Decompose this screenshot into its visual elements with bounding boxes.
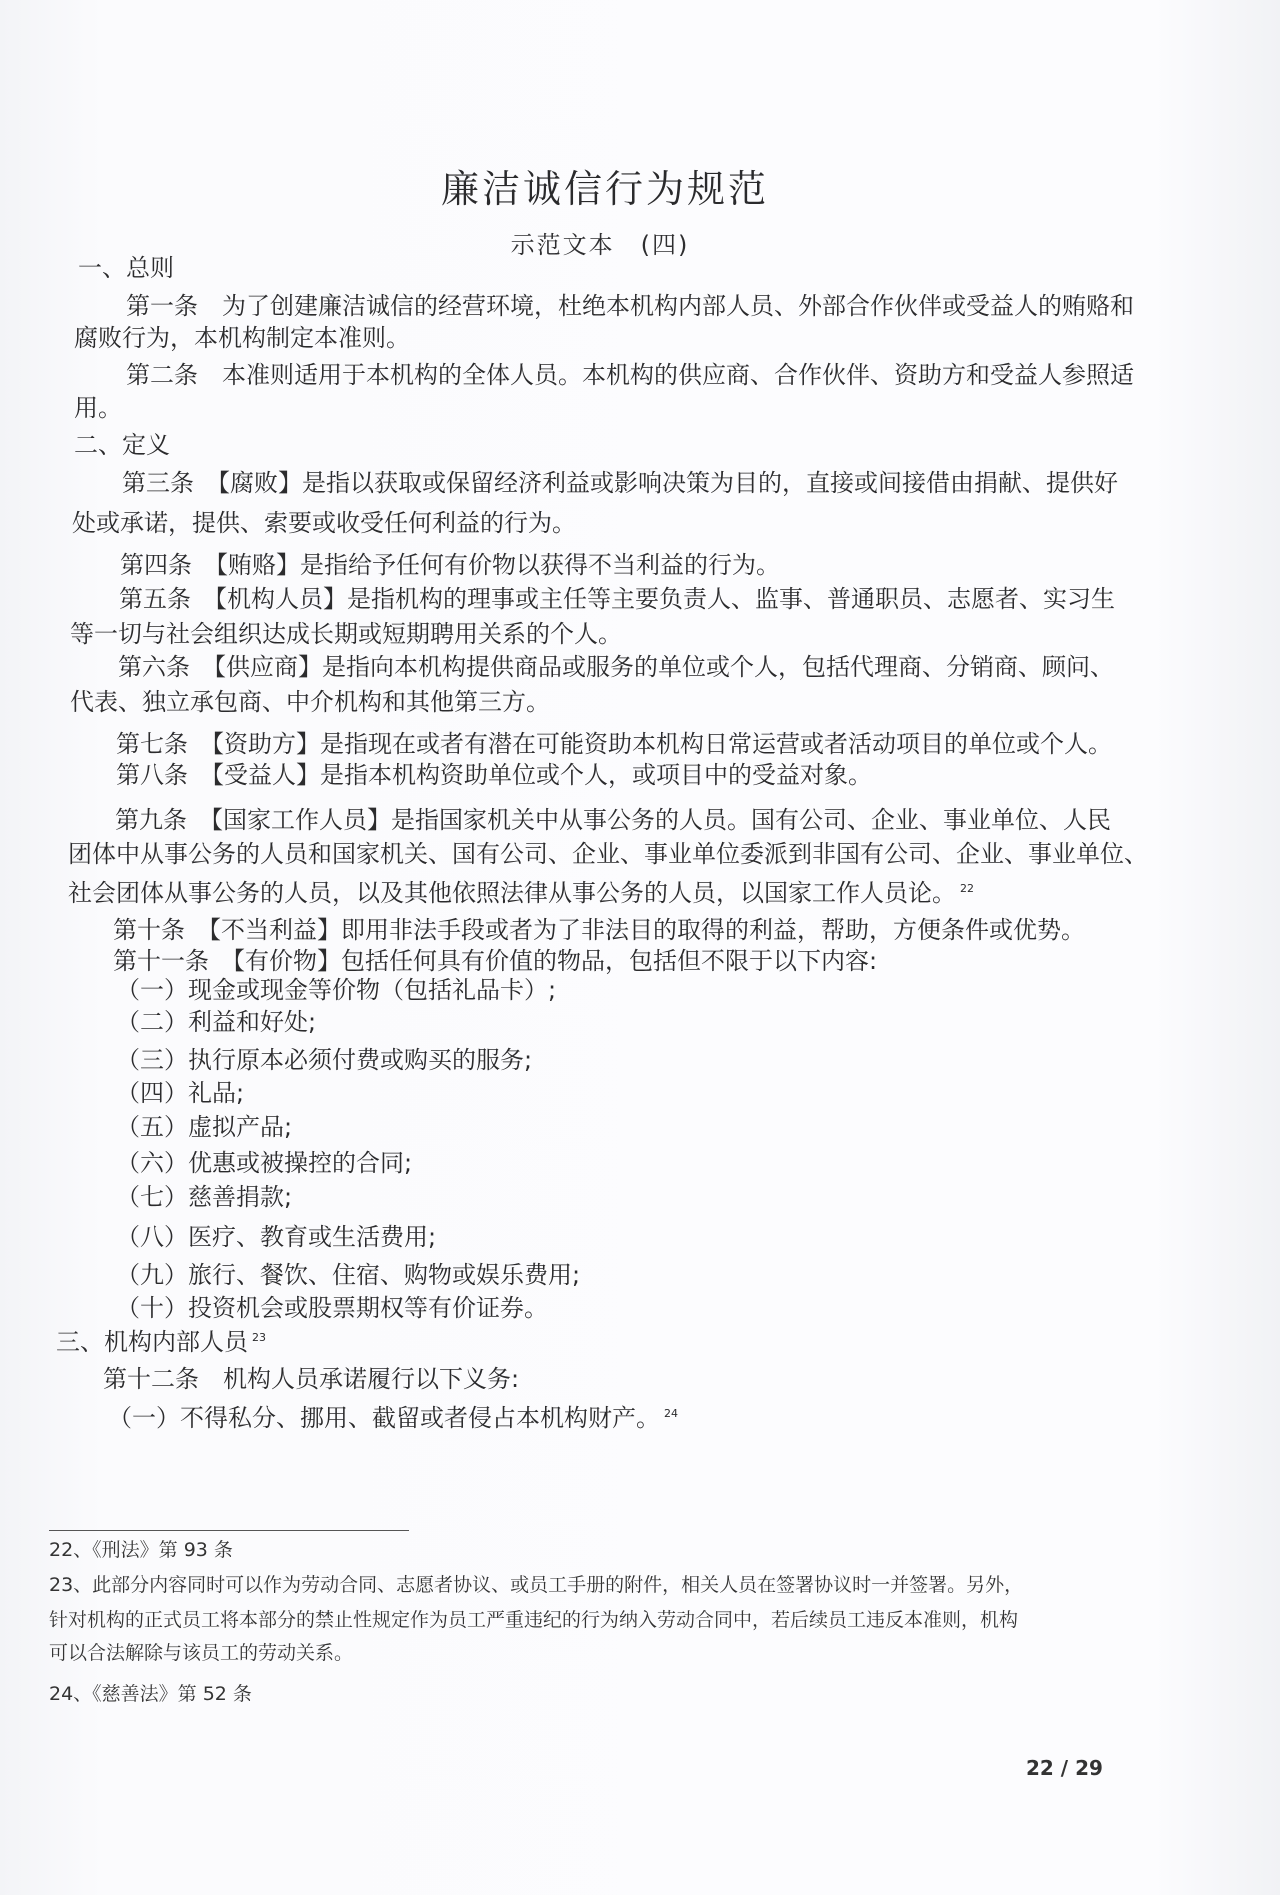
section-heading xyxy=(56,1322,266,1358)
footnote: 针对机构的正式员工将本部分的禁止性规定作为员工严重违纪的行为纳入劳动合同中，若后续员工违反本准则，机构 xyxy=(49,1609,1019,1631)
document-subtitle: 示范文本 (四) xyxy=(510,231,690,259)
text-line: 第十一条 【有价物】包括任何具有价值的物品，包括但不限于以下内容: xyxy=(113,947,878,975)
text-line: 第一条 为了创建廉洁诚信的经营环境，杜绝本机构内部人员、外部合作伙伴或受益人的贿赂和 xyxy=(126,292,1134,320)
list-item: （四）礼品; xyxy=(116,1079,245,1107)
list-item: （一）现金或现金等价物（包括礼品卡）; xyxy=(116,976,557,1004)
footnote-ref: 24 xyxy=(664,1407,678,1420)
footnote-divider xyxy=(49,1530,409,1531)
text-line: 第三条 【腐败】是指以获取或保留经济利益或影响决策为目的，直接或间接借由捐献、提供好 xyxy=(122,469,1118,497)
footnote: 23、此部分内容同时可以作为劳动合同、志愿者协议、或员工手册的附件，相关人员在签署协议时一并签署。另外， xyxy=(49,1574,1024,1596)
document-title: 廉洁诚信行为规范 xyxy=(440,167,769,211)
list-item: （二）利益和好处; xyxy=(116,1008,317,1036)
list-item: （五）虚拟产品; xyxy=(116,1113,293,1141)
footnote: 可以合法解除与该员工的劳动关系。 xyxy=(49,1642,354,1664)
section-heading-text: 三、机构内部人员 xyxy=(56,1328,248,1356)
text-line: 用。 xyxy=(74,394,122,422)
footnote-ref: 22 xyxy=(960,882,974,895)
footnote: 24、《慈善法》第 52 条 xyxy=(49,1683,252,1705)
section-heading: 一、总则 xyxy=(78,254,174,282)
list-item: （三）执行原本必须付费或购买的服务; xyxy=(116,1046,533,1074)
text-line: 第十条 【不当利益】即用非法手段或者为了非法目的取得的利益，帮助，方便条件或优势。 xyxy=(113,916,1085,944)
text-line: 第二条 本准则适用于本机构的全体人员。本机构的供应商、合作伙伴、资助方和受益人参照适 xyxy=(126,361,1134,389)
footnote: 22、《刑法》第 93 条 xyxy=(49,1539,233,1561)
text-line: 代表、独立承包商、中介机构和其他第三方。 xyxy=(70,688,550,716)
list-item: （八）医疗、教育或生活费用; xyxy=(116,1223,437,1251)
text-line: 处或承诺，提供、索要或收受任何利益的行为。 xyxy=(72,509,576,537)
text-line: 团体中从事公务的人员和国家机关、国有公司、企业、事业单位委派到非国有公司、企业、事业单位、 xyxy=(68,840,1148,868)
list-item-text: （一）不得私分、挪用、截留或者侵占本机构财产。 xyxy=(108,1404,660,1432)
text-line: 第九条 【国家工作人员】是指国家机关中从事公务的人员。国有公司、企业、事业单位、人民 xyxy=(115,806,1111,834)
text-line: 第六条 【供应商】是指向本机构提供商品或服务的单位或个人，包括代理商、分销商、顾问、 xyxy=(118,653,1114,681)
text-line xyxy=(68,873,974,909)
text-line: 第八条 【受益人】是指本机构资助单位或个人，或项目中的受益对象。 xyxy=(116,761,872,789)
list-item: （七）慈善捐款; xyxy=(116,1183,293,1211)
list-item: （九）旅行、餐饮、住宿、购物或娱乐费用; xyxy=(116,1261,581,1289)
list-item: （六）优惠或被操控的合同; xyxy=(116,1149,413,1177)
text-line: 第七条 【资助方】是指现在或者有潜在可能资助本机构日常运营或者活动项目的单位或个人。 xyxy=(116,730,1112,758)
footnote-ref: 23 xyxy=(252,1331,266,1344)
list-item: （十）投资机会或股票期权等有价证券。 xyxy=(116,1294,548,1322)
text-line: 第十二条 机构人员承诺履行以下义务: xyxy=(103,1365,520,1393)
section-heading: 二、定义 xyxy=(74,431,170,459)
text-line: 等一切与社会组织达成长期或短期聘用关系的个人。 xyxy=(70,620,622,648)
text-line-content: 社会团体从事公务的人员，以及其他依照法律从事公务的人员，以国家工作人员论。 xyxy=(68,879,956,907)
text-line: 第四条 【贿赂】是指给予任何有价物以获得不当利益的行为。 xyxy=(120,551,780,579)
page-number: 22 / 29 xyxy=(1026,1756,1103,1780)
list-item xyxy=(108,1398,678,1434)
text-line: 腐败行为，本机构制定本准则。 xyxy=(74,324,410,352)
text-line: 第五条 【机构人员】是指机构的理事或主任等主要负责人、监事、普通职员、志愿者、实习生 xyxy=(119,585,1115,613)
